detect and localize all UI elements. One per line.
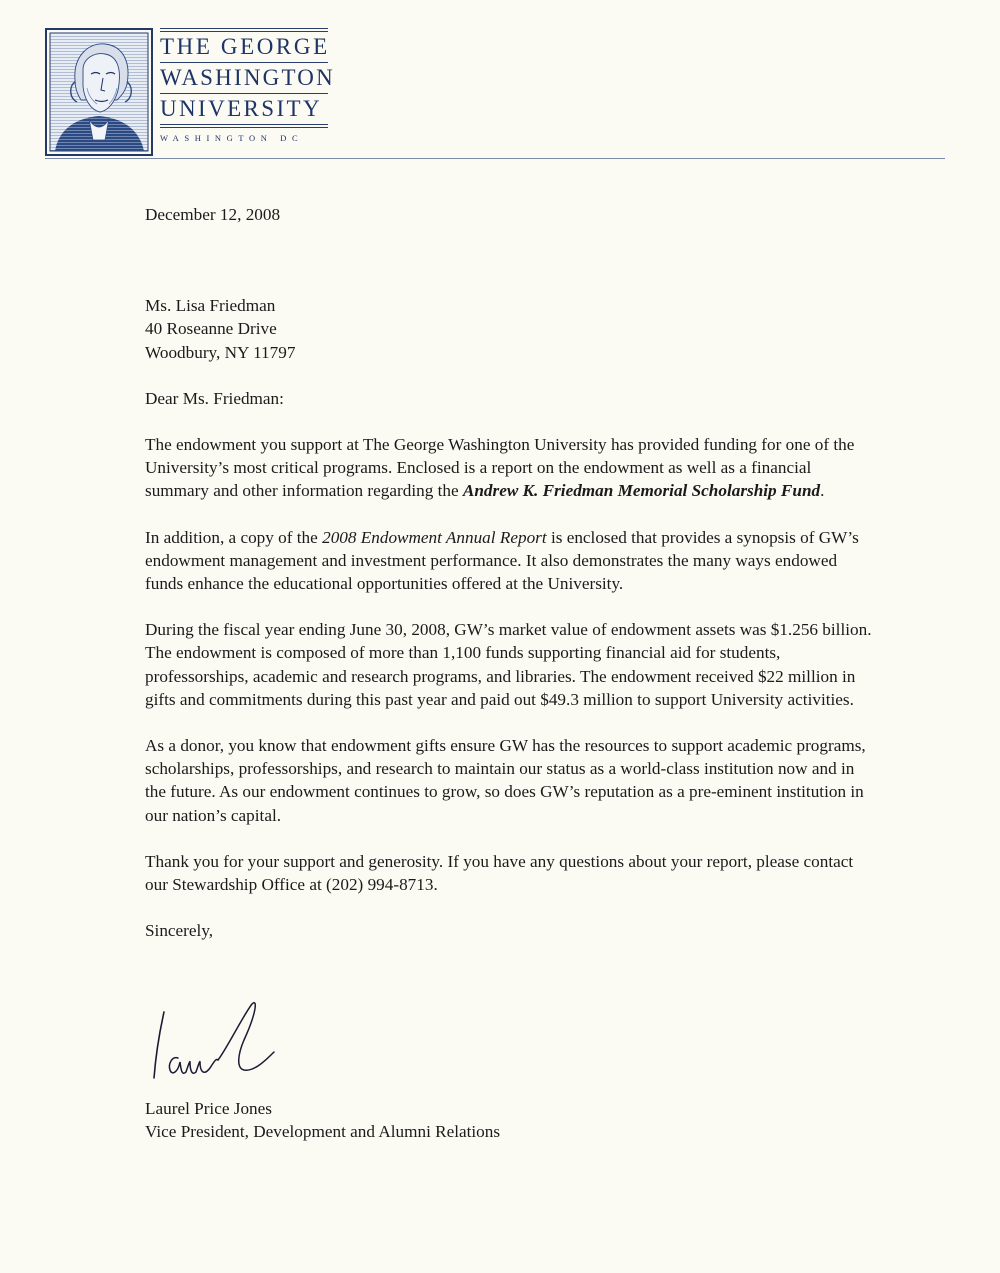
- wordmark-location: WASHINGTON DC: [160, 133, 304, 143]
- recipient-city: Woodbury, NY 11797: [145, 342, 296, 362]
- salutation: Dear Ms. Friedman:: [145, 388, 284, 408]
- paragraph-5: Thank you for your support and generosity. If you have any questions about your report, please contact our Stewardship Office at (202) 994-8713.: [145, 851, 854, 895]
- paragraph-3: During the fiscal year ending June 30, 2008, GW’s market value of endowment assets was $1.256 billion. The endowment is composed of more than 1,100 funds supporting financial aid for students, professorships, academic and research programs, and libraries. The endowment received $22 million in gifts and commitments during this past year and paid out $49.3 million to support University activities.: [145, 620, 872, 709]
- washington-portrait-icon: [47, 30, 151, 154]
- annual-report-title: 2008 Endowment Annual Report: [322, 527, 547, 547]
- signer-block: [145, 1097, 500, 1143]
- paragraph-2-end: is enclosed that provides a synopsis of GW’s endowment management and investment performance. It also demonstrates the many ways endowed funds enhance the educational opportunities offered at the University.: [145, 527, 859, 593]
- paragraph-2: [145, 526, 875, 596]
- wordmark-bottom-rule: [160, 124, 328, 128]
- paragraph-1-end: .: [820, 481, 825, 501]
- recipient-address: [145, 294, 875, 364]
- paragraph-4: As a donor, you know that endowment gifts ensure GW has the resources to support academic programs, scholarships, professorships, and research to maintain our status as a world-class institution now and in the future. As our endowment continues to grow, so does GW’s reputation as a pre-eminent institution in our nation’s capital.: [145, 736, 866, 825]
- paragraph-1-text: The endowment you support at The George Washington University has provided funding for one of the University’s most critical programs. Enclosed is a report on the endowment as well as a financial summary and other information regarding the: [145, 434, 855, 501]
- university-portrait-logo: [45, 28, 153, 156]
- paragraph-1: [145, 433, 875, 503]
- recipient-name: Ms. Lisa Friedman: [145, 296, 276, 316]
- letterhead-divider: [45, 158, 945, 159]
- closing: Sincerely,: [145, 921, 214, 941]
- signer-name: Laurel Price Jones: [145, 1099, 272, 1118]
- signer-title: Vice President, Development and Alumni Relations: [145, 1122, 501, 1142]
- wordmark-line-3: UNIVERSITY: [160, 96, 322, 121]
- letter-date: December 12, 2008: [145, 205, 281, 224]
- fund-name: Andrew K. Friedman Memorial Scholarship Fund: [462, 481, 821, 501]
- recipient-street: 40 Roseanne Drive: [145, 319, 277, 339]
- handwritten-signature: [148, 1000, 278, 1085]
- letter-body: [145, 203, 875, 942]
- university-wordmark: [160, 28, 335, 143]
- paragraph-2-start: In addition, a copy of the: [145, 527, 323, 547]
- wordmark-line-1: THE GEORGE: [160, 34, 330, 59]
- wordmark-line-2: WASHINGTON: [160, 65, 335, 90]
